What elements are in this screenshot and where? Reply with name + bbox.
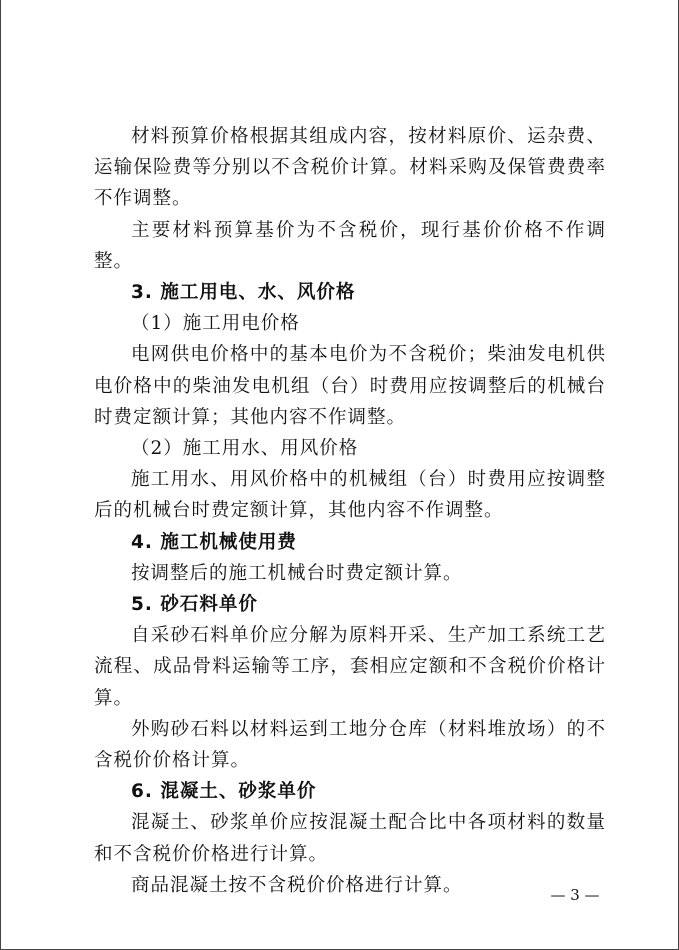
paragraph-machinery-cost: 按调整后的施工机械台时费定额计算。 [131,562,463,584]
heading-machinery-cost: 4. 施工机械使用费 [131,531,297,553]
paragraph-purchased-aggregate: 外购砂石料以材料运到工地分仓库（材料堆放场）的不含税价价格计算。 [94,718,606,772]
heading-construction-power-water-air: 3. 施工用电、水、风价格 [131,282,356,304]
paragraph-commercial-concrete: 商品混凝土按不含税价价格进行计算。 [131,874,463,896]
document-body [94,121,606,901]
paragraph-power-price: 电网供电价格中的基本电价为不含税价；柴油发电机供电价格中的柴油发电机组（台）时费用应按调整后的机械台时费定额计算；其他内容不作调整。 [94,344,606,428]
paragraph-concrete-mortar-price: 混凝土、砂浆单价应按混凝土配合比中各项材料的数量和不含税价价格进行计算。 [94,812,606,865]
page-number: — 3 — [550,886,600,904]
paragraph-water-air-price: 施工用水、用风价格中的机械组（台）时费用应按调整后的机械台时费定额计算，其他内容不作调整。 [94,469,606,522]
heading-aggregate-price: 5. 砂石料单价 [131,594,258,616]
subheading-power-price: （1）施工用电价格 [131,313,300,335]
page-border-left [0,0,1,950]
subheading-water-air-price: （2）施工用水、用风价格 [131,438,359,460]
paragraph-main-material-base-price: 主要材料预算基价为不含税价，现行基价价格不作调整。 [94,219,606,272]
heading-concrete-mortar-price: 6. 混凝土、砂浆单价 [131,781,317,803]
paragraph-material-price: 材料预算价格根据其组成内容，按材料原价、运杂费、运输保险费等分别以不含税价计算。材料采购及保管费费率不作调整。 [94,126,606,210]
paragraph-self-mined-aggregate: 自采砂石料单价应分解为原料开采、生产加工系统工艺流程、成品骨料运输等工序，套相应定额和不含税价价格计算。 [94,625,606,709]
